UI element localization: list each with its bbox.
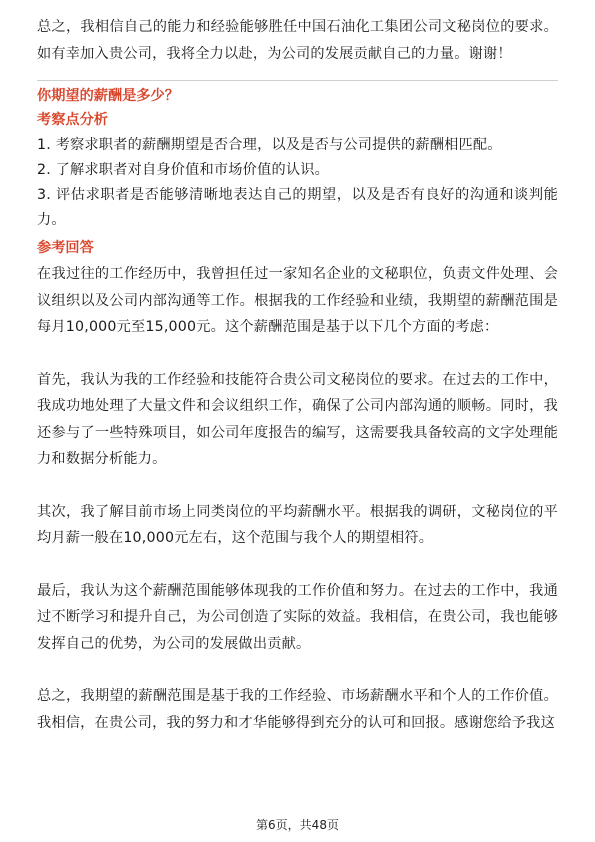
analysis-item: 3. 评估求职者是否能够清晰地表达自己的期望，以及是否有良好的沟通和谈判能力。 (37, 187, 558, 228)
answer-title: 参考回答 (37, 240, 94, 256)
paragraph-gap (37, 657, 558, 683)
analysis-item: 2. 了解求职者对自身价值和市场价值的认识。 (37, 162, 330, 178)
document-page (37, 14, 558, 736)
paragraph-gap (37, 473, 558, 499)
intro-closing-paragraph: 总之，我相信自己的能力和经验能够胜任中国石油化工集团公司文秘岗位的要求。如有幸加入贵公司，我将全力以赴，为公司的发展贡献自己的力量。谢谢！ (37, 19, 558, 62)
answer-paragraph: 最后，我认为这个薪酬范围能够体现我的工作价值和努力。在过去的工作中，我通过不断学习和提升自己，为公司创造了实际的效益。我相信，在贵公司，我也能够发挥自己的优势，为公司的发展做出贡献。 (37, 582, 558, 652)
analysis-item: 1. 考察求职者的薪酬期望是否合理，以及是否与公司提供的薪酬相匹配。 (37, 137, 502, 153)
paragraph-gap (37, 552, 558, 578)
answer-paragraph: 总之，我期望的薪酬范围是基于我的工作经验、市场薪酬水平和个人的工作价值。我相信，在贵公司，我的努力和才华能够得到充分的认可和回报。感谢您给予我这 (37, 688, 558, 731)
section-divider (37, 80, 558, 81)
paragraph-gap (37, 341, 558, 367)
question-heading: 你期望的薪酬是多少？ (37, 88, 179, 104)
analysis-list (37, 133, 558, 233)
answer-paragraph: 首先，我认为我的工作经验和技能符合贵公司文秘岗位的要求。在过去的工作中，我成功地处理了大量文件和会议组织工作，确保了公司内部沟通的顺畅。同时，我还参与了一些特殊项目，如公司年度报告的编写，这需要我具备较高的文字处理能力和数据分析能力。 (37, 371, 558, 467)
analysis-title: 考察点分析 (37, 112, 108, 128)
answer-paragraph: 在我过往的工作经历中，我曾担任过一家知名企业的文秘职位，负责文件处理、会议组织以及公司内部沟通等工作。根据我的工作经验和业绩，我期望的薪酬范围是每月10,000元至15,000元。这个薪酬范围是基于以下几个方面的考虑： (37, 266, 558, 335)
page-number-footer: 第6页，共48页 (256, 818, 339, 832)
answer-paragraph: 其次，我了解目前市场上同类岗位的平均薪酬水平。根据我的调研，文秘岗位的平均月薪一般在10,000元左右，这个范围与我个人的期望相符。 (37, 503, 558, 546)
